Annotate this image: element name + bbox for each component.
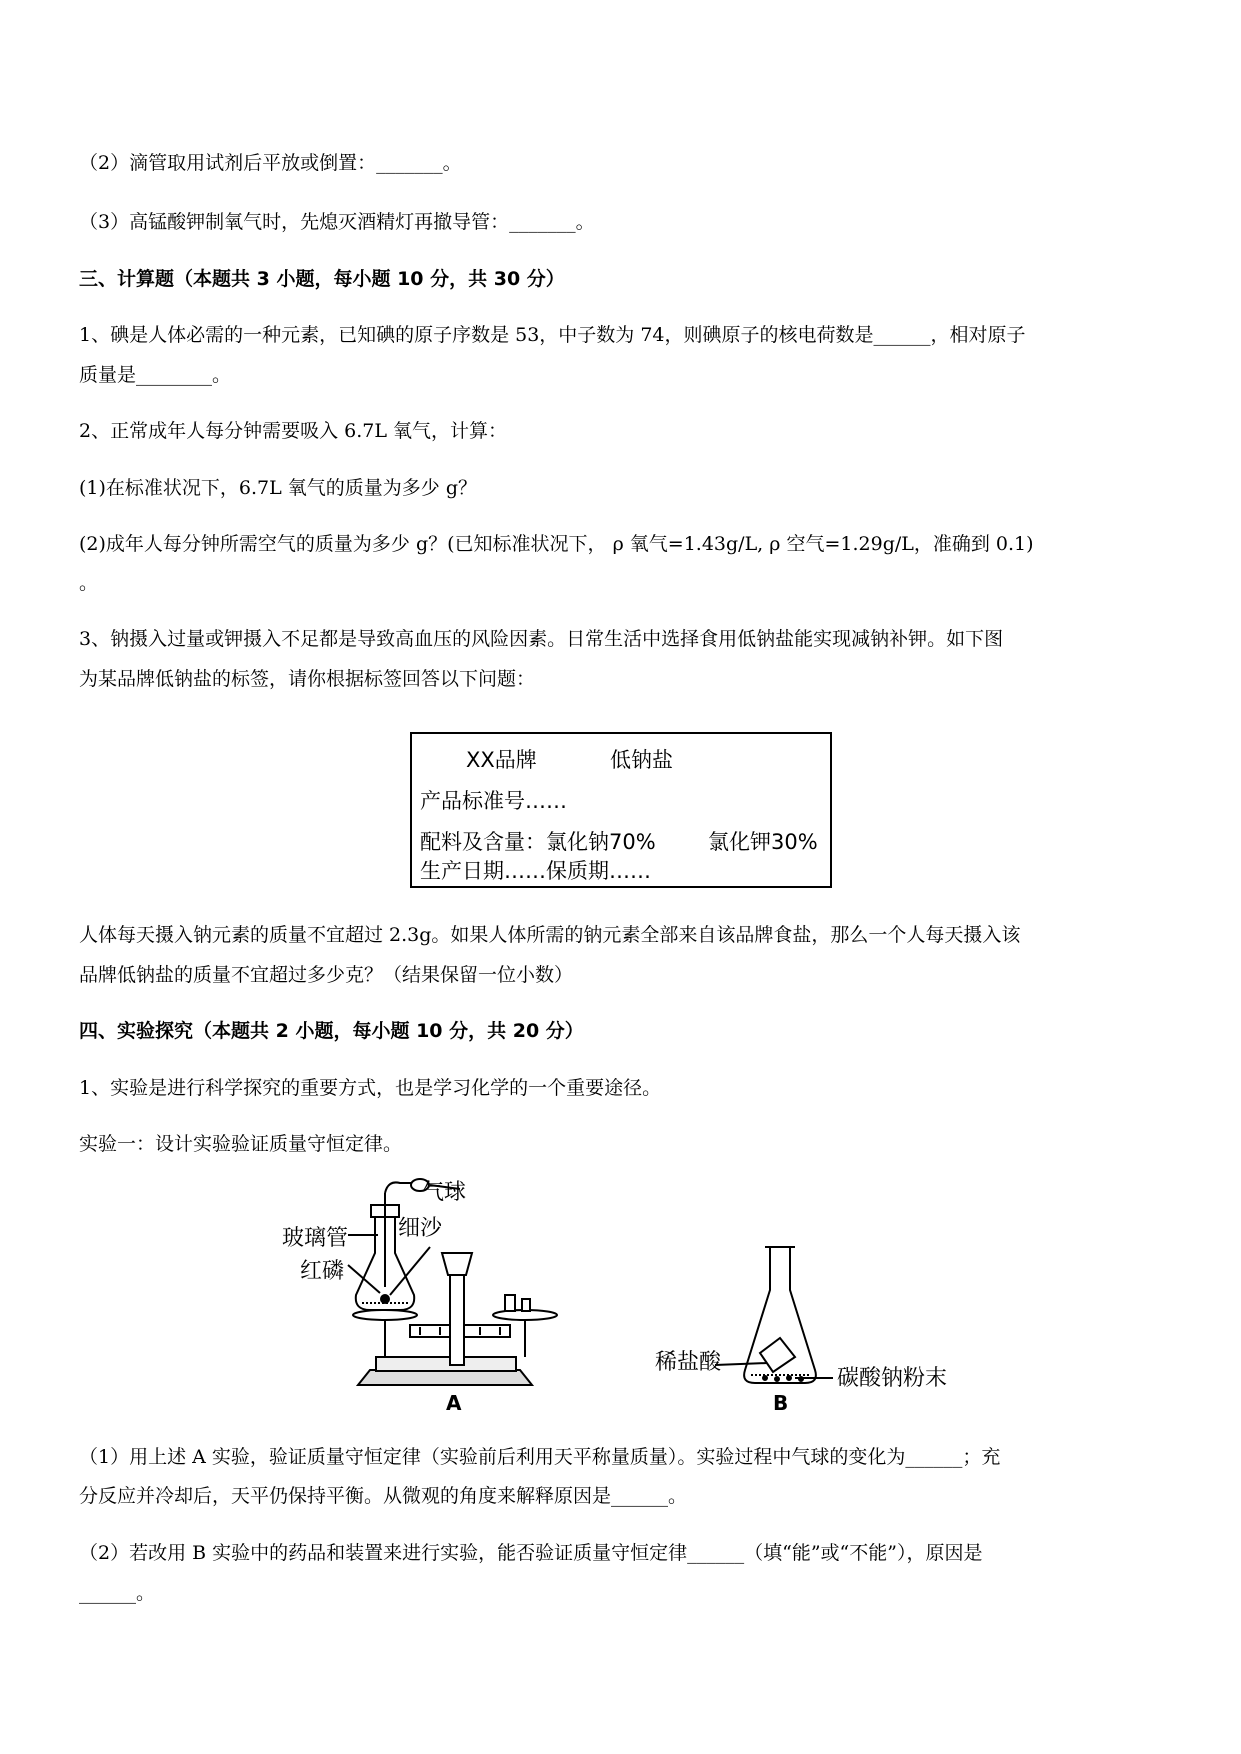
label-dilute-hcl: 稀盐酸 bbox=[655, 1350, 722, 1375]
label-sodium-carbonate: 碳酸钠粉末 bbox=[837, 1366, 948, 1391]
figure-a-balance-apparatus bbox=[270, 1175, 570, 1410]
question-line: ______。 bbox=[79, 1582, 156, 1604]
label-standard: 产品标准号…… bbox=[420, 789, 567, 813]
caption-b: B bbox=[773, 1391, 789, 1415]
question-line: 3、钠摄入过量或钾摄入不足都是导致高血压的风险因素。日常生活中选择食用低钠盐能实现减钠补钾。如下图 bbox=[79, 628, 1004, 650]
label-ingredients: 配料及含量：氯化钠70% bbox=[420, 830, 656, 854]
question-line: （2）滴管取用试剂后平放或倒置：_______。 bbox=[79, 152, 462, 174]
section-heading: 三、计算题（本题共 3 小题，每小题 10 分，共 30 分） bbox=[79, 268, 565, 290]
question-line: 实验一：设计实验验证质量守恒定律。 bbox=[79, 1133, 403, 1155]
figure-b-flask-apparatus bbox=[655, 1245, 965, 1415]
question-line: (2)成年人每分钟所需空气的质量为多少 g？(已知标准状况下， ρ 氧气=1.43g/L, ρ 空气=1.29g/L，准确到 0.1) bbox=[79, 533, 1034, 555]
caption-a: A bbox=[446, 1391, 462, 1410]
question-line: 1、实验是进行科学探究的重要方式，也是学习化学的一个重要途径。 bbox=[79, 1077, 662, 1099]
salt-label bbox=[410, 732, 832, 888]
question-line: 1、碘是人体必需的一种元素，已知碘的原子序数是 53，中子数为 74，则碘原子的核电荷数是______，相对原子 bbox=[79, 324, 1026, 346]
question-line: 质量是________。 bbox=[79, 364, 232, 386]
question-line: （2）若改用 B 实验中的药品和装置来进行实验，能否验证质量守恒定律______（填“能”或“不能”），原因是 bbox=[79, 1542, 983, 1564]
label-balloon: 气球 bbox=[422, 1180, 467, 1205]
label-glass-tube: 玻璃管 bbox=[282, 1226, 349, 1251]
question-line: (1)在标准状况下，6.7L 氧气的质量为多少 g？ bbox=[79, 477, 477, 499]
question-line: （1）用上述 A 实验，验证质量守恒定律（实验前后利用天平称量质量）。实验过程中气球的变化为______；充 bbox=[79, 1446, 1001, 1468]
label-kcl: 氯化钾30% bbox=[708, 830, 818, 854]
label-name: 低钠盐 bbox=[610, 748, 673, 772]
label-sand: 细沙 bbox=[398, 1216, 443, 1241]
question-line: 为某品牌低钠盐的标签，请你根据标签回答以下问题： bbox=[79, 668, 536, 690]
label-red-phosphorus: 红磷 bbox=[300, 1259, 345, 1284]
section-heading: 四、实验探究（本题共 2 小题，每小题 10 分，共 20 分） bbox=[79, 1020, 584, 1042]
question-line: （3）高锰酸钾制氧气时，先熄灭酒精灯再撤导管：_______。 bbox=[79, 211, 595, 233]
question-line: 2、正常成年人每分钟需要吸入 6.7L 氧气，计算： bbox=[79, 420, 508, 442]
label-dates: 生产日期……保质期…… bbox=[420, 859, 651, 883]
question-line: 品牌低钠盐的质量不宜超过多少克？（结果保留一位小数） bbox=[79, 964, 574, 986]
label-brand: XX品牌 bbox=[466, 748, 537, 772]
question-line: 分反应并冷却后，天平仍保持平衡。从微观的角度来解释原因是______。 bbox=[79, 1485, 688, 1507]
question-line: 人体每天摄入钠元素的质量不宜超过 2.3g。如果人体所需的钠元素全部来自该品牌食盐，那么一个人每天摄入该 bbox=[79, 924, 1021, 946]
question-line: 。 bbox=[79, 572, 99, 594]
